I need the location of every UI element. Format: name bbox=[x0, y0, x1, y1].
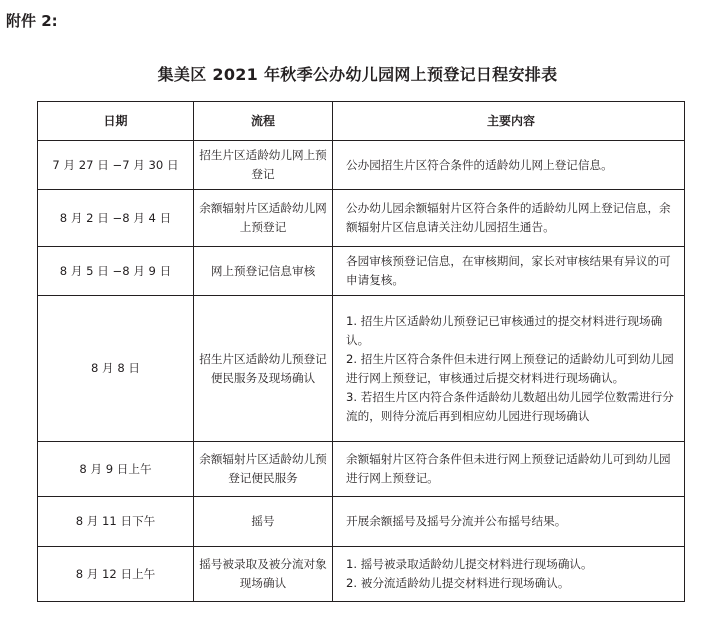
content-line: 开展余额摇号及摇号分流并公布摇号结果。 bbox=[346, 514, 567, 528]
row-date: 8 月 8 日 bbox=[38, 296, 194, 442]
schedule-table bbox=[37, 101, 685, 602]
content-line: 公办园招生片区符合条件的适龄幼儿网上登记信息。 bbox=[346, 157, 613, 172]
attachment-label: 附件 2: bbox=[6, 12, 58, 30]
row-content bbox=[333, 442, 685, 497]
row-process: 余额辐射片区适龄幼儿网上预登记 bbox=[194, 190, 333, 247]
table-header-row bbox=[38, 102, 685, 141]
row-content bbox=[333, 497, 685, 547]
row-date: 8 月 12 日上午 bbox=[38, 547, 194, 602]
table-row bbox=[38, 141, 685, 190]
header-content: 主要内容 bbox=[333, 102, 685, 141]
row-date: 8 月 5 日 −8 月 9 日 bbox=[38, 247, 194, 296]
content-line: 1. 摇号被录取适龄幼儿提交材料进行现场确认。 bbox=[346, 557, 593, 571]
row-process: 余额辐射片区适龄幼儿预登记便民服务 bbox=[194, 442, 333, 497]
content-line: 余额辐射片区符合条件但未进行网上预登记适龄幼儿可到幼儿园进行网上预登记。 bbox=[346, 452, 671, 485]
content-line: 各园审核预登记信息，在审核期间，家长对审核结果有异议的可申请复核。 bbox=[346, 254, 671, 287]
table-row bbox=[38, 190, 685, 247]
row-date: 8 月 11 日下午 bbox=[38, 497, 194, 547]
content-line: 2. 招生片区符合条件但未进行网上预登记的适龄幼儿可到幼儿园进行网上预登记，审核通过后提交材料进行现场确认。 bbox=[346, 351, 674, 385]
content-line: 1. 招生片区适龄幼儿预登记已审核通过的提交材料进行现场确认。 bbox=[346, 313, 663, 347]
row-process: 摇号被录取及被分流对象现场确认 bbox=[194, 547, 333, 602]
table-row bbox=[38, 497, 685, 547]
row-date: 8 月 2 日 −8 月 4 日 bbox=[38, 190, 194, 247]
table-row bbox=[38, 247, 685, 296]
row-process: 摇号 bbox=[194, 497, 333, 547]
row-process: 招生片区适龄幼儿预登记便民服务及现场确认 bbox=[194, 296, 333, 442]
header-date: 日期 bbox=[38, 102, 194, 141]
row-content bbox=[333, 296, 685, 442]
row-date: 8 月 9 日上午 bbox=[38, 442, 194, 497]
row-content bbox=[333, 141, 685, 190]
content-line: 2. 被分流适龄幼儿提交材料进行现场确认。 bbox=[346, 576, 570, 590]
header-process: 流程 bbox=[194, 102, 333, 141]
row-content bbox=[333, 247, 685, 296]
document-title: 集美区 2021 年秋季公办幼儿园网上预登记日程安排表 bbox=[157, 65, 558, 84]
content-line: 3. 若招生片区内符合条件适龄幼儿数超出幼儿园学位数需进行分流的，则待分流后再到相应幼儿园进行现场确认 bbox=[346, 389, 674, 423]
row-date: 7 月 27 日 −7 月 30 日 bbox=[38, 141, 194, 190]
table-row bbox=[38, 547, 685, 602]
content-line: 公办幼儿园余额辐射片区符合条件的适龄幼儿网上登记信息，余额辐射片区信息请关注幼儿园招生通告。 bbox=[346, 201, 671, 234]
row-process: 招生片区适龄幼儿网上预登记 bbox=[194, 141, 333, 190]
table-row bbox=[38, 296, 685, 442]
table-row bbox=[38, 442, 685, 497]
row-process: 网上预登记信息审核 bbox=[194, 247, 333, 296]
row-content bbox=[333, 547, 685, 602]
row-content bbox=[333, 190, 685, 247]
